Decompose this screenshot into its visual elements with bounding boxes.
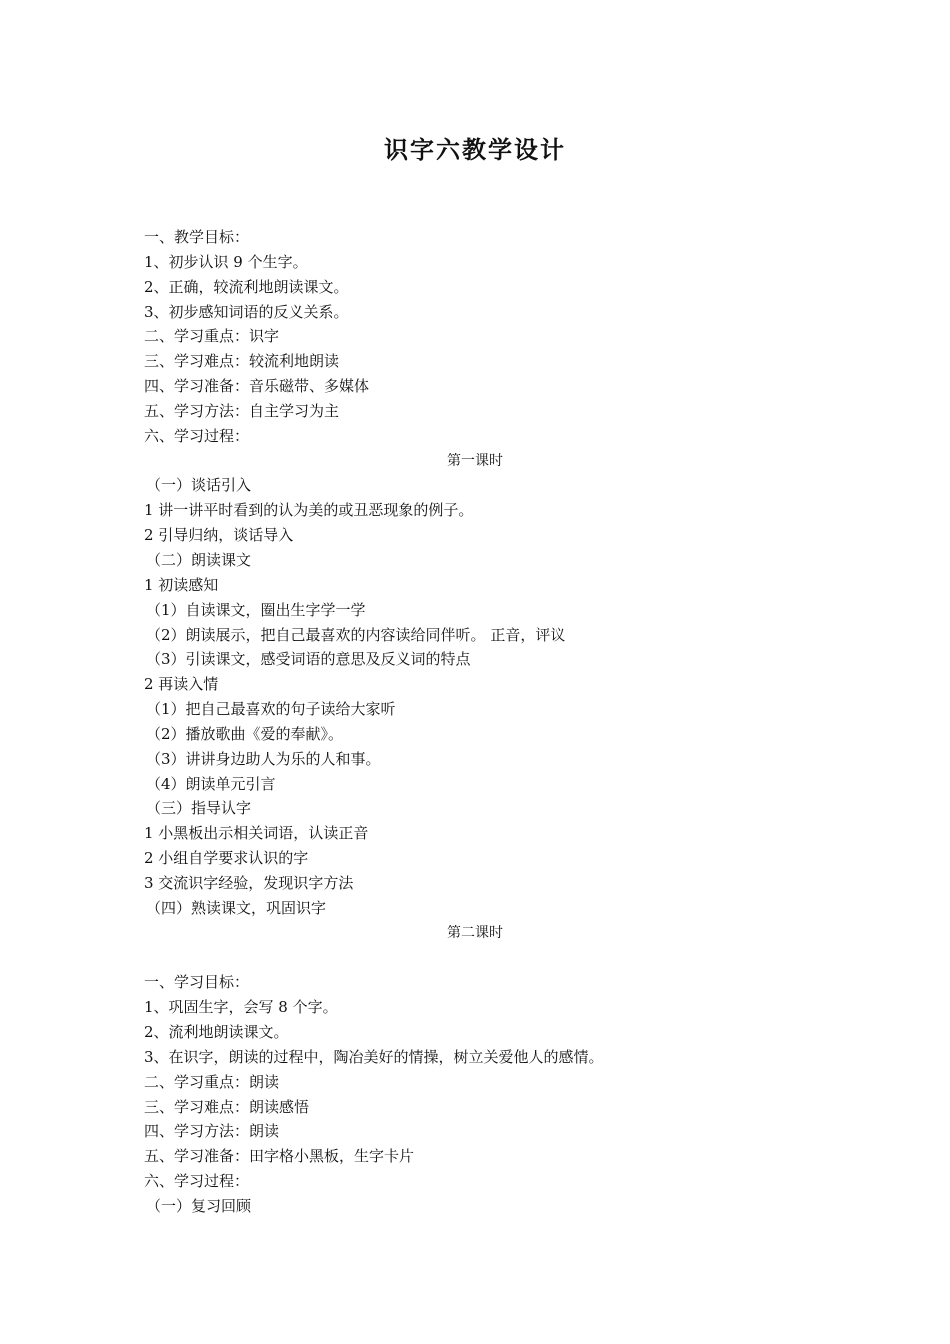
text-line: 1 小黑板出示相关词语，认读正音 xyxy=(144,824,369,843)
text-line: 五、学习准备：田字格小黑板，生字卡片 xyxy=(144,1147,415,1166)
text-line: 二、学习重点：识字 xyxy=(144,327,280,346)
text-line: （2）朗读展示，把自己最喜欢的内容读给同伴听。 正音，评议 xyxy=(146,625,566,644)
text-line: 六、学习过程： xyxy=(144,426,250,445)
text-line: 六、学习过程： xyxy=(144,1172,250,1191)
text-line: （二）朗读课文 xyxy=(146,550,252,569)
text-line: 三、学习难点：较流利地朗读 xyxy=(144,352,340,371)
lesson-heading-2: 第二课时 xyxy=(447,924,503,941)
text-line: （四）熟读课文，巩固识字 xyxy=(146,898,327,917)
document-body xyxy=(144,225,824,1219)
text-line: 3、在识字，朗读的过程中，陶冶美好的情操，树立关爱他人的感情。 xyxy=(144,1047,604,1066)
text-line: （3）讲讲身边助人为乐的人和事。 xyxy=(146,749,381,768)
text-line: 一、学习目标： xyxy=(144,973,250,992)
text-line: 二、学习重点：朗读 xyxy=(144,1072,280,1091)
text-line: 四、学习方法：朗读 xyxy=(144,1122,280,1141)
document-title: 识字六教学设计 xyxy=(384,135,566,164)
lesson-heading-1: 第一课时 xyxy=(447,452,503,469)
text-line: （一）谈话引入 xyxy=(146,476,252,495)
text-line: 1 初读感知 xyxy=(144,575,219,594)
text-line: （1）自读课文，圈出生字学一学 xyxy=(146,600,366,619)
text-line: 三、学习难点：朗读感悟 xyxy=(144,1097,310,1116)
text-line: （3）引读课文，感受词语的意思及反义词的特点 xyxy=(146,650,471,669)
text-line: （1）把自己最喜欢的句子读给大家听 xyxy=(146,700,396,719)
text-line: 2、流利地朗读课文。 xyxy=(144,1023,289,1041)
text-line: （三）指导认字 xyxy=(146,799,252,818)
text-line: 1 讲一讲平时看到的认为美的或丑恶现象的例子。 xyxy=(144,501,474,520)
text-line: （4）朗读单元引言 xyxy=(146,774,276,793)
text-line: 2、正确，较流利地朗读课文。 xyxy=(144,277,349,296)
blank-line xyxy=(144,945,824,970)
text-line: 一、教学目标： xyxy=(144,228,250,246)
text-line: 1、巩固生字，会写 8 个字。 xyxy=(144,998,338,1017)
text-line: 2 再读入情 xyxy=(144,675,219,694)
text-line: （2）播放歌曲《爱的奉献》。 xyxy=(146,724,344,743)
text-line: 3、初步感知词语的反义关系。 xyxy=(144,302,349,321)
text-line: 五、学习方法：自主学习为主 xyxy=(144,401,340,420)
text-line: 1、初步认识 9 个生字。 xyxy=(144,252,308,271)
text-line: 四、学习准备：音乐磁带、多媒体 xyxy=(144,377,370,396)
text-line: 3 交流识字经验，发现识字方法 xyxy=(144,873,354,892)
text-line: 2 引导归纳，谈话导入 xyxy=(144,526,294,545)
text-line: （一）复习回顾 xyxy=(146,1196,252,1215)
text-line: 2 小组自学要求认识的字 xyxy=(144,849,309,868)
